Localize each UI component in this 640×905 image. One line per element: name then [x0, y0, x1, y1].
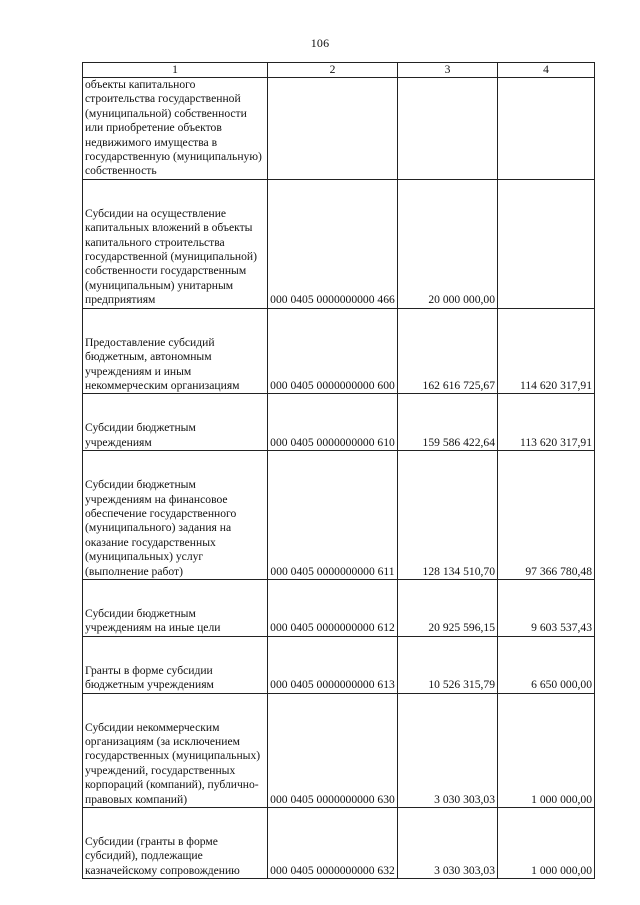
row-name — [83, 451, 268, 580]
row-name — [83, 308, 268, 394]
row-name-text: Субсидии некоммерческим организациям (за исключением государственных (муниципальных) учреждений, государственных корпораций (компаний), публично-правовых компаний) — [85, 720, 261, 806]
column-number-row — [83, 63, 595, 78]
column-header-4: 4 — [498, 63, 595, 78]
row-amount-col4: 114 620 317,91 — [498, 308, 595, 394]
row-name-text: Субсидии бюджетным учреждениям на финансовое обеспечение государственного (муниципального) задания на оказание государственных (муниципальных) услуг (выполнение работ) — [85, 478, 237, 578]
table-row — [83, 78, 595, 180]
table-row — [83, 636, 595, 693]
row-name-text: Гранты в форме субсидии бюджетным учреждениям — [85, 663, 214, 692]
row-name — [83, 636, 268, 693]
row-code: 000 0405 0000000000 610 — [268, 394, 398, 451]
row-amount-col3: 159 586 422,64 — [398, 394, 498, 451]
row-code: 000 0405 0000000000 466 — [268, 179, 398, 308]
column-header-3: 3 — [398, 63, 498, 78]
row-name-text: Субсидии на осуществление капитальных вложений в объекты капитального строительства государственной (муниципальной) собственности государственным (муниципальным) унитарным предприятиям — [85, 206, 257, 307]
page-number: 106 — [310, 36, 330, 50]
row-amount-col4 — [498, 78, 595, 180]
table-row — [83, 693, 595, 807]
row-code: 000 0405 0000000000 632 — [268, 808, 398, 879]
row-amount-col3: 10 526 315,79 — [398, 636, 498, 693]
table-row — [83, 308, 595, 394]
row-amount-col4: 1 000 000,00 — [498, 693, 595, 807]
table-row — [83, 579, 595, 636]
row-amount-col3: 128 134 510,70 — [398, 451, 498, 580]
row-code — [268, 78, 398, 180]
row-code: 000 0405 0000000000 600 — [268, 308, 398, 394]
column-header-2: 2 — [268, 63, 398, 78]
row-name — [83, 579, 268, 636]
table-row — [83, 808, 595, 879]
row-code: 000 0405 0000000000 613 — [268, 636, 398, 693]
column-header-1: 1 — [83, 63, 268, 78]
row-code: 000 0405 0000000000 630 — [268, 693, 398, 807]
row-name-text: Предоставление субсидий бюджетным, автономным учреждениям и иным некоммерческим организациям — [85, 335, 240, 392]
row-amount-col3 — [398, 78, 498, 180]
row-amount-col4: 97 366 780,48 — [498, 451, 595, 580]
row-amount-col3: 20 000 000,00 — [398, 179, 498, 308]
budget-table — [82, 62, 595, 879]
table-row — [83, 451, 595, 580]
row-amount-col4: 1 000 000,00 — [498, 808, 595, 879]
row-amount-col4: 113 620 317,91 — [498, 394, 595, 451]
row-amount-col3: 162 616 725,67 — [398, 308, 498, 394]
row-code: 000 0405 0000000000 612 — [268, 579, 398, 636]
row-amount-col4: 6 650 000,00 — [498, 636, 595, 693]
row-name — [83, 179, 268, 308]
table-row — [83, 394, 595, 451]
row-name — [83, 693, 268, 807]
row-amount-col3: 20 925 596,15 — [398, 579, 498, 636]
row-name-text: Субсидии (гранты в форме субсидий), подлежащие казначейскому сопровождению — [85, 835, 240, 877]
table-row — [83, 179, 595, 308]
row-code: 000 0405 0000000000 611 — [268, 451, 398, 580]
row-name — [83, 394, 268, 451]
row-amount-col3: 3 030 303,03 — [398, 693, 498, 807]
row-amount-col3: 3 030 303,03 — [398, 808, 498, 879]
row-amount-col4: 9 603 537,43 — [498, 579, 595, 636]
row-name-text: Субсидии бюджетным учреждениям на иные цели — [85, 606, 221, 635]
row-name — [83, 808, 268, 879]
row-amount-col4 — [498, 179, 595, 308]
row-name-text: Субсидии бюджетным учреждениям — [85, 421, 196, 449]
row-name: объекты капитального строительства государственной (муниципальной) собственности или приобретение объектов недвижимого имущества в государственную (муниципальную) собственность — [83, 78, 268, 180]
